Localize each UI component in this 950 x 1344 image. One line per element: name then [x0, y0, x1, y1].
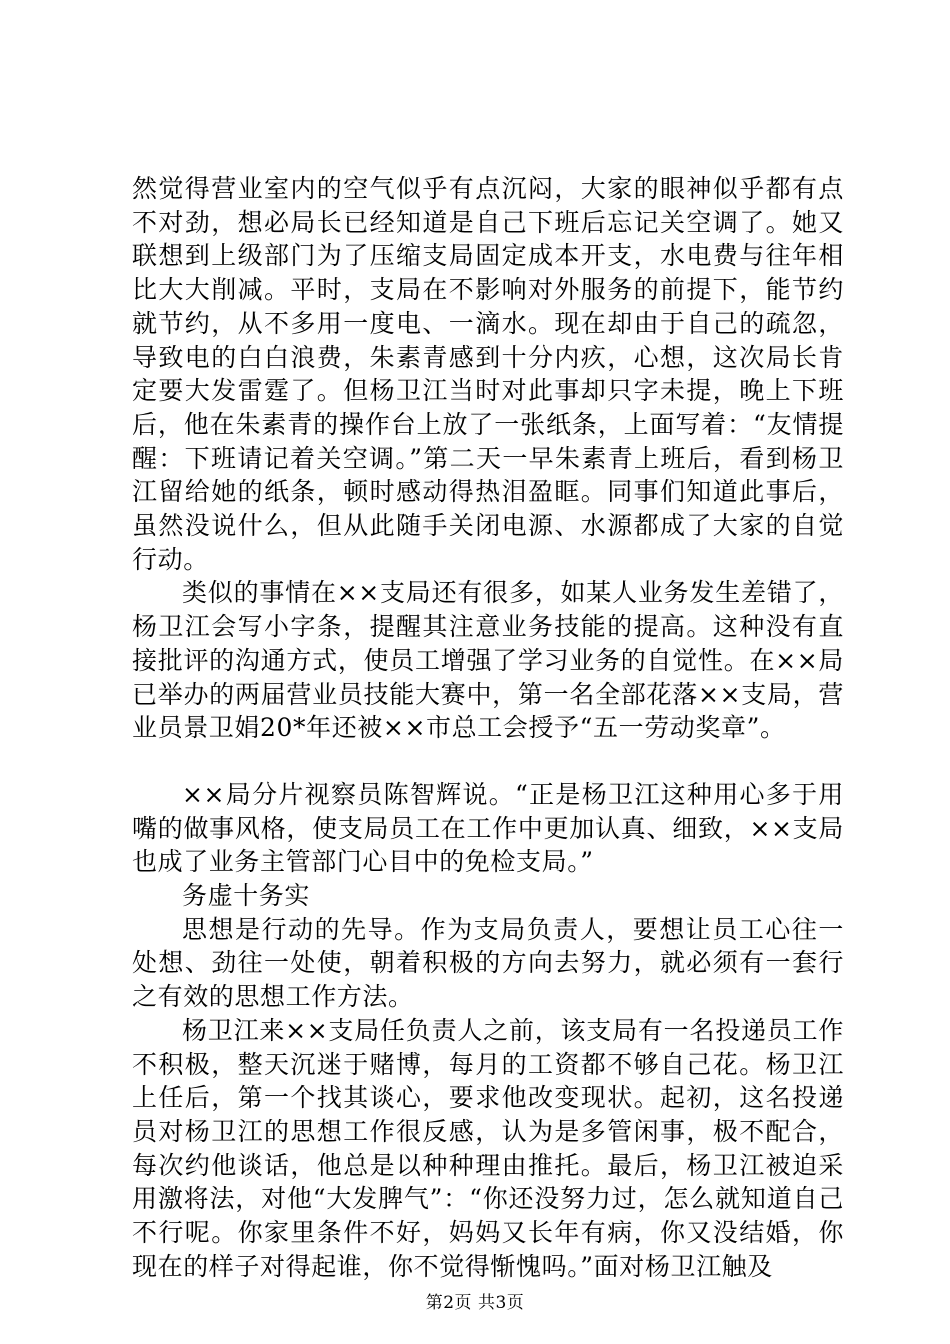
section-heading: 务虚十务实 [182, 881, 311, 911]
paragraph: 类似的事情在××支局还有很多，如某人业务发生差错了，杨卫江会写小字条，提醒其注意业务技能的提高。这种没有直接批评的沟通方式，使员工增强了学习业务的自觉性。在××局已举办的两届营业员技能大赛中，第一名全部花落××支局，营业员景卫娟20*年还被××市总工会授予“五一劳动奖章”。 [132, 578, 844, 743]
paragraph: ××局分片视察员陈智辉说。“正是杨卫江这种用心多于用嘴的做事风格，使支局员工在工作中更加认真、细致，××支局也成了业务主管部门心目中的免检支局。” [132, 779, 844, 877]
paragraph-continued: 然觉得营业室内的空气似乎有点沉闷，大家的眼神似乎都有点不对劲，想必局长已经知道是自己下班后忘记关空调了。她又联想到上级部门为了压缩支局固定成本开支，水电费与往年相比大大削减。平时，支局在不影响对外服务的前提下，能节约就节约，从不多用一度电、一滴水。现在却由于自己的疏忽，导致电的白白浪费，朱素青感到十分内疚，心想，这次局长肯定要大发雷霆了。但杨卫江当时对此事却只字未提，晚上下班后，他在朱素青的操作台上放了一张纸条，上面写着：“友情提醒：下班请记着关空调。”第二天一早朱素青上班后，看到杨卫江留给她的纸条，顿时感动得热泪盈眶。同事们知道此事后，虽然没说什么，但从此随手关闭电源、水源都成了大家的自觉行动。 [132, 174, 844, 574]
paragraph: 杨卫江来××支局任负责人之前，该支局有一名投递员工作不积极，整天沉迷于赌博，每月的工资都不够自己花。杨卫江上任后，第一个找其谈心，要求他改变现状。起初，这名投递员对杨卫江的思想工作很反感，认为是多管闲事，极不配合，每次约他谈话，他总是以种种理由推托。最后，杨卫江被迫采用激将法，对他“大发脾气”：“你还没努力过，怎么就知道自己不行呢。你家里条件不好，妈妈又长年有病，你又没结婚，你现在的样子对得起谁，你不觉得惭愧吗。”面对杨卫江触及 [132, 1015, 844, 1281]
paragraph: 思想是行动的先导。作为支局负责人，要想让员工心往一处想、劲往一处使，朝着积极的方向去努力，就必须有一套行之有效的思想工作方法。 [132, 914, 844, 1012]
paragraph-spacer [132, 745, 844, 778]
document-body [132, 172, 844, 1284]
page-footer: 第2页 共3页 [425, 1293, 525, 1313]
